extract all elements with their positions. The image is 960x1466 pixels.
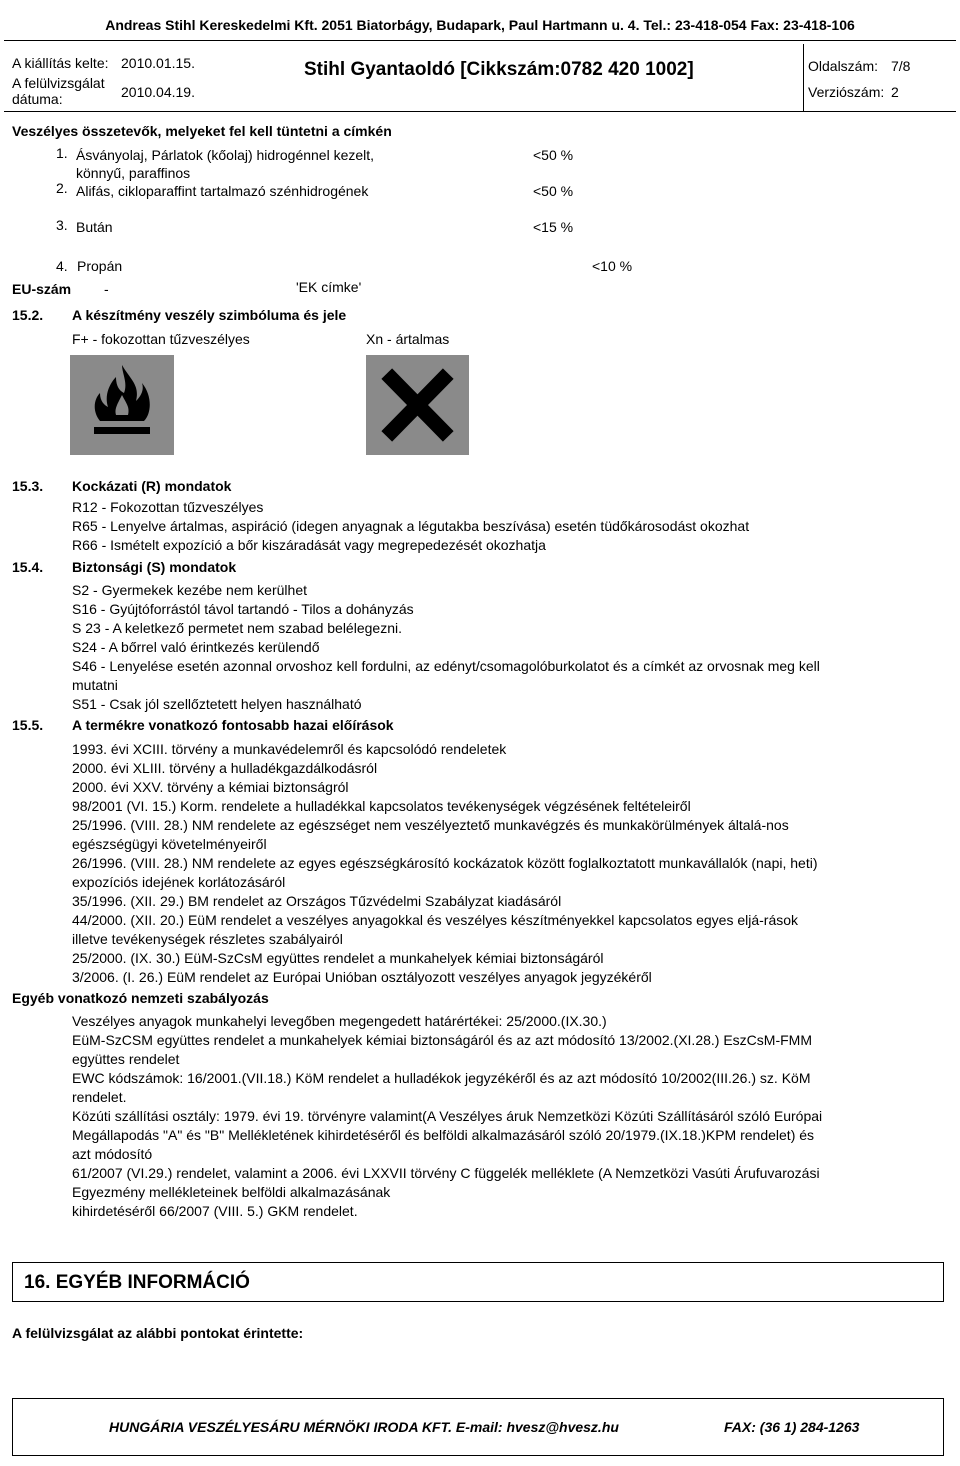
regulation-line: 35/1996. (XII. 29.) BM rendelet az Országos Tűzvédelmi Szabályzat kiadásáról <box>72 893 562 909</box>
other-regulation-line: rendelet. <box>72 1089 127 1105</box>
component-1-name-cont: könnyű, paraffinos <box>76 165 191 181</box>
component-3-pct: <15 % <box>533 219 574 235</box>
version-label: Verziószám: <box>808 84 885 100</box>
footer-company: HUNGÁRIA VESZÉLYESÁRU MÉRNÖKI IRODA KFT. E-mail: hvesz@hvesz.hu <box>109 1419 619 1435</box>
ek-label: 'EK címke' <box>296 279 362 295</box>
component-2-pct: <50 % <box>533 183 574 199</box>
regulation-line: illetve tevékenységek részletes szabályairól <box>72 931 343 947</box>
regulation-line: 25/2000. (IX. 30.) EüM-SzCsM együttes rendelet a munkahelyek kémiai biztonságáról <box>72 950 604 966</box>
page-number-value: 7/8 <box>891 58 911 74</box>
other-regulation-line: Egyezmény mellékleteinek belföldi alkalmazásának <box>72 1184 391 1200</box>
s-phrase: S51 - Csak jól szellőztetett helyen használható <box>72 696 362 712</box>
regulation-line: egészségügyi követelményeiről <box>72 836 267 852</box>
other-regulation-line: azt módosító <box>72 1146 153 1162</box>
page-number-label: Oldalszám: <box>808 58 879 74</box>
review-date-label-2: dátuma: <box>12 91 63 107</box>
section-15-4-title: Biztonsági (S) mondatok <box>72 559 237 575</box>
section-15-3-number: 15.3. <box>12 478 44 494</box>
other-regulation-line: Megállapodás "A" és "B" Mellékletének kihirdetéséről és belföldi alkalmazásáról szóló 20/1979.(IX.18.)KPM rendelet) és <box>72 1127 815 1143</box>
company-header: Andreas Stihl Kereskedelmi Kft. 2051 Biatorbágy, Budapark, Paul Hartmann u. 4. Tel.: 23-418-054 Fax: 23-418-106 <box>105 17 855 33</box>
section-16-title: 16. EGYÉB INFORMÁCIÓ <box>24 1272 250 1293</box>
s-phrase: S2 - Gyermekek kezébe nem kerülhet <box>72 582 307 598</box>
other-regulation-line: Közúti szállítási osztály: 1979. évi 19. törvényre valamint(A Veszélyes áruk Nemzetközi Közúti Szállításáról szóló Európai <box>72 1108 823 1124</box>
version-value: 2 <box>891 84 899 100</box>
other-regulation-line: EüM-SzCSM együttes rendelet a munkahelyek kémiai biztonságáról és az azt módosító 13/2002.(XI.28.) EszCsM-FMM <box>72 1032 812 1048</box>
regulation-line: expozíciós idejének korlátozásáról <box>72 874 286 890</box>
regulation-line: 3/2006. (I. 26.) EüM rendelet az Európai Unióban osztályozott veszélyes anyagok jegyzékéről <box>72 969 652 985</box>
eu-number-value: - <box>104 281 109 297</box>
meta-divider <box>803 44 804 111</box>
footer-fax: FAX: (36 1) 284-1263 <box>724 1419 860 1435</box>
section-15-5-title: A termékre vonatkozó fontosabb hazai előírások <box>72 717 394 733</box>
component-4-pct: <10 % <box>592 258 633 274</box>
component-2-num: 2. <box>56 180 68 196</box>
issue-date-label: A kiállítás kelte: <box>12 55 109 71</box>
regulation-line: 44/2000. (XII. 20.) EüM rendelet a veszélyes anyagokkal és veszélyes készítményekkel kapcsolatos egyes eljá-rások <box>72 912 799 928</box>
regulation-line: 1993. évi XCIII. törvény a munkavédelemről és kapcsolódó rendeletek <box>72 741 507 757</box>
section-15-3-title: Kockázati (R) mondatok <box>72 478 232 494</box>
header-bottom-rule <box>4 111 956 112</box>
r-phrase: R65 - Lenyelve ártalmas, aspiráció (idegen anyagnak a légutakba beszívása) esetén tüdőkárosodást okozhat <box>72 518 750 534</box>
s-phrase: mutatni <box>72 677 118 693</box>
regulation-line: 2000. évi XLIII. törvény a hulladékgazdálkodásról <box>72 760 378 776</box>
component-4-num: 4. <box>56 258 68 274</box>
component-3-name: Bután <box>76 219 113 235</box>
section-15-5-number: 15.5. <box>12 717 44 733</box>
eu-number-label: EU-szám <box>12 281 72 297</box>
cross-icon <box>366 355 469 455</box>
other-regulation-line: kihirdetéséről 66/2007 (VIII. 5.) GKM rendelet. <box>72 1203 358 1219</box>
other-regulation-line: 61/2007 (VI.29.) rendelet, valamint a 2006. évi LXXVII törvény C függelék melléklete (A Nemzetközi Vasúti Árufuvarozási <box>72 1165 820 1181</box>
other-regulations-title: Egyéb vonatkozó nemzeti szabályozás <box>12 990 269 1006</box>
symbol-label-flammable: F+ - fokozottan tűzveszélyes <box>72 331 250 347</box>
section-16-box <box>12 1262 944 1302</box>
section-15-4-number: 15.4. <box>12 559 44 575</box>
review-date-label-1: A felülvizsgálat <box>12 75 105 91</box>
s-phrase: S46 - Lenyelése esetén azonnal orvoshoz kell fordulni, az edényt/csomagolóburkolatot és a címkét az orvosnak meg kell <box>72 658 820 674</box>
footer-box <box>12 1398 944 1456</box>
r-phrase: R66 - Ismételt expozíció a bőr kiszáradását vagy megrepedezését okozhatja <box>72 537 546 553</box>
header-top-rule <box>4 40 956 41</box>
flame-icon <box>70 355 174 455</box>
component-1-name: Ásványolaj, Párlatok (kőolaj) hidrogénnel kezelt, <box>76 147 375 163</box>
component-1-pct: <50 % <box>533 147 574 163</box>
regulation-line: 26/1996. (VIII. 28.) NM rendelete az egyes egészségkárosító kockázatok között foglalkoztatott munkavállalók (napi, heti) <box>72 855 818 871</box>
component-1-num: 1. <box>56 145 68 161</box>
other-regulation-line: együttes rendelet <box>72 1051 180 1067</box>
s-phrase: S24 - A bőrrel való érintkezés kerülendő <box>72 639 320 655</box>
s-phrase: S 23 - A keletkező permetet nem szabad belélegezni. <box>72 620 402 636</box>
regulation-line: 2000. évi XXV. törvény a kémiai biztonságról <box>72 779 349 795</box>
section-15-2-title: A készítmény veszély szimbóluma és jele <box>72 307 347 323</box>
review-notes-label: A felülvizsgálat az alábbi pontokat érintette: <box>12 1325 304 1341</box>
issue-date-value: 2010.01.15. <box>121 55 195 71</box>
symbol-label-harmful: Xn - ártalmas <box>366 331 450 347</box>
component-3-num: 3. <box>56 217 68 233</box>
component-2-name: Alifás, cikloparaffint tartalmazó szénhidrogének <box>76 183 369 199</box>
component-4-name: Propán <box>77 258 123 274</box>
s-phrase: S16 - Gyújtóforrástól távol tartandó - Tilos a dohányzás <box>72 601 414 617</box>
regulation-line: 98/2001 (VI. 15.) Korm. rendelete a hulladékkal kapcsolatos tevékenységek végzésének feltételeiről <box>72 798 691 814</box>
hazard-components-heading: Veszélyes összetevők, melyeket fel kell tüntetni a címkén <box>12 123 392 139</box>
other-regulation-line: EWC kódszámok: 16/2001.(VII.18.) KöM rendelet a hulladékok jegyzékéről és az azt módosító 10/2002(III.26.) sz. KöM <box>72 1070 811 1086</box>
section-15-2-number: 15.2. <box>12 307 44 323</box>
document-title: Stihl Gyantaoldó [Cikkszám:0782 420 1002] <box>304 59 694 80</box>
regulation-line: 25/1996. (VIII. 28.) NM rendelete az egészséget nem veszélyeztető munkavégzés és munkakörülmények általá-nos <box>72 817 789 833</box>
other-regulation-line: Veszélyes anyagok munkahelyi levegőben megengedett határértékei: 25/2000.(IX.30.) <box>72 1013 607 1029</box>
review-date-value: 2010.04.19. <box>121 84 195 100</box>
r-phrase: R12 - Fokozottan tűzveszélyes <box>72 499 264 515</box>
